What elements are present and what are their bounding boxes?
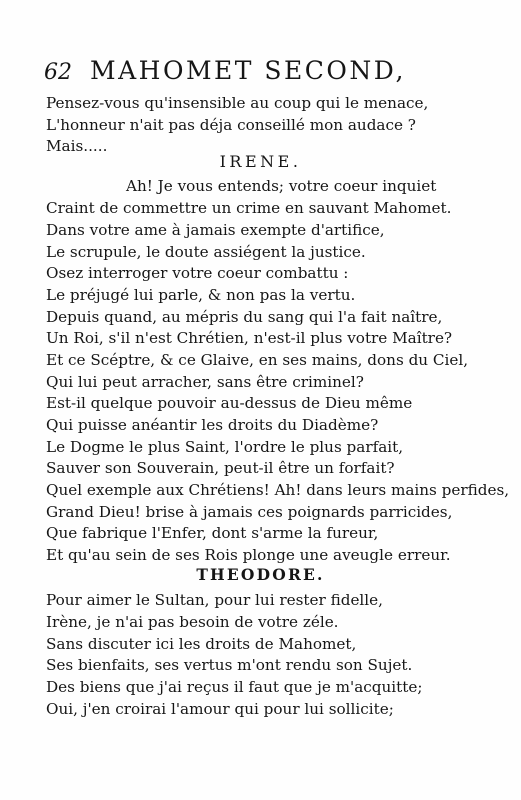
verse-line: Le préjugé lui parle, & non pas la vertu. xyxy=(46,286,356,304)
verse-line: Mais..... xyxy=(46,137,108,155)
speaker-name-irene: IRENE. xyxy=(219,152,302,171)
verse-line: L'honneur n'ait pas déja conseillé mon audace ? xyxy=(46,116,416,134)
verse-line: Le Dogme le plus Saint, l'ordre le plus parfait, xyxy=(46,438,404,456)
verse-line: Pour aimer le Sultan, pour lui rester fidelle, xyxy=(46,591,383,609)
verse-line: Depuis quand, au mépris du sang qui l'a fait naître, xyxy=(46,308,443,326)
verse-line: Craint de commettre un crime en sauvant Mahomet. xyxy=(46,199,452,217)
verse-line: Osez interroger votre coeur combattu : xyxy=(46,264,349,282)
verse-line: Un Roi, s'il n'est Chrétien, n'est-il plus votre Maître? xyxy=(46,329,453,347)
running-title: MAHOMET SECOND, xyxy=(90,56,406,85)
verse-line: Des biens que j'ai reçus il faut que je m'acquitte; xyxy=(46,678,423,696)
verse-line: Grand Dieu! brise à jamais ces poignards parricides, xyxy=(46,503,453,521)
page-header xyxy=(44,52,504,92)
verse-line: Pensez-vous qu'insensible au coup qui le menace, xyxy=(46,94,429,112)
page-number: 62 xyxy=(44,60,72,85)
verse-line: Sans discuter ici les droits de Mahomet, xyxy=(46,635,357,653)
verse-line: Que fabrique l'Enfer, dont s'arme la fureur, xyxy=(46,524,379,542)
verse-line: Et qu'au sein de ses Rois plonge une aveugle erreur. xyxy=(46,546,451,564)
verse-line: Dans votre ame à jamais exempte d'artifice, xyxy=(46,221,385,239)
verse-line: Est-il quelque pouvoir au-dessus de Dieu même xyxy=(46,394,413,412)
verse-line: Qui lui peut arracher, sans être criminel? xyxy=(46,373,364,391)
verse-line: Quel exemple aux Chrétiens! Ah! dans leurs mains perfides, xyxy=(46,481,510,499)
verse-line: Et ce Scéptre, & ce Glaive, en ses mains, dons du Ciel, xyxy=(46,351,469,369)
verse-line: Oui, j'en croirai l'amour qui pour lui sollicite; xyxy=(46,700,394,718)
speaker-name-theodore: THEODORE. xyxy=(196,565,325,584)
verse-line: Ah! Je vous entends; votre coeur inquiet xyxy=(126,177,437,195)
verse-line: Qui puisse anéantir les droits du Diadème? xyxy=(46,416,379,434)
verse-line: Le scrupule, le doute assiégent la justice. xyxy=(46,243,366,261)
verse-line: Ses bienfaits, ses vertus m'ont rendu son Sujet. xyxy=(46,656,413,674)
verse-line: Irène, je n'ai pas besoin de votre zéle. xyxy=(46,613,339,631)
verse-line: Sauver son Souverain, peut-il être un forfait? xyxy=(46,459,395,477)
